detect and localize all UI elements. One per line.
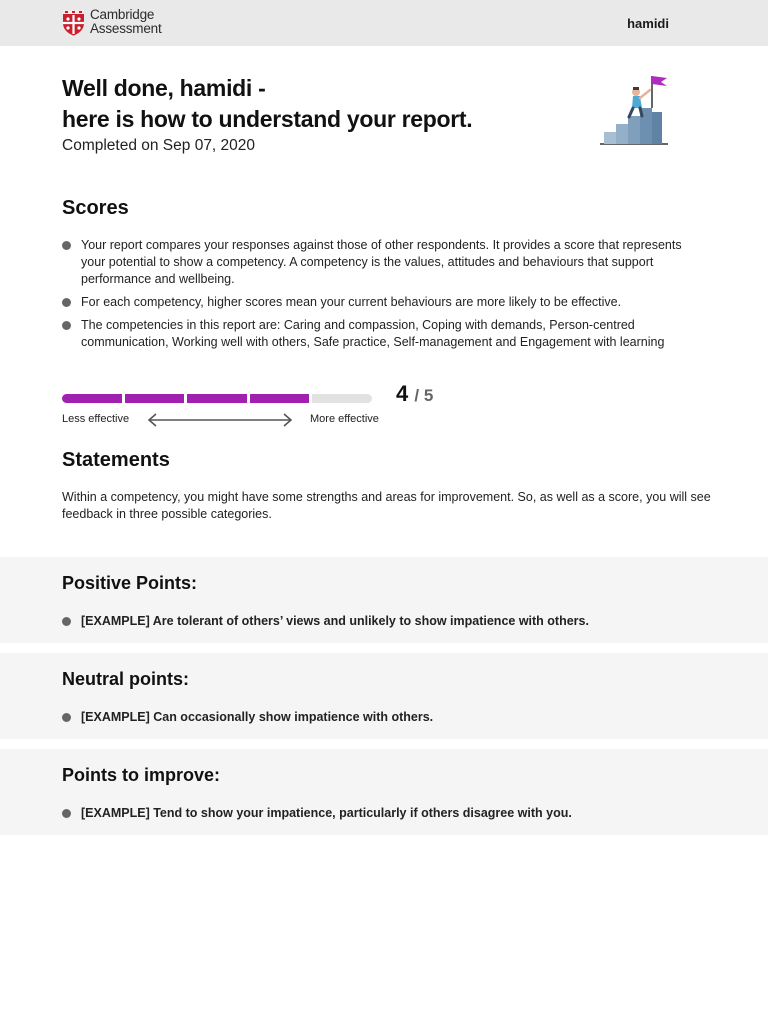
top-bar (0, 0, 768, 46)
positive-points-panel (0, 557, 768, 643)
scores-heading: Scores (62, 197, 129, 219)
page-title-line-2: here is how to understand your report. (62, 106, 473, 132)
points-to-improve-heading: Points to improve: (62, 765, 221, 785)
list-item-text: For each competency, higher scores mean your current behaviours are more likely to be effective. (81, 295, 622, 309)
hero-section (62, 73, 472, 155)
bullet-icon (62, 298, 71, 307)
more-effective-label: More effective (310, 413, 379, 425)
points-to-improve-panel (0, 749, 768, 835)
logo-text (90, 8, 162, 36)
completed-date: Completed on Sep 07, 2020 (62, 137, 256, 154)
list-item-text: [EXAMPLE] Are tolerant of others’ views and unlikely to show impatience with others. (81, 614, 589, 628)
list-item (62, 805, 742, 822)
achievement-illustration-icon (598, 70, 670, 148)
statements-description: Within a competency, you might have some strengths and areas for improvement. So, as well as a score, you will see feedback in three possible categories. (62, 490, 711, 521)
list-item-text: [EXAMPLE] Tend to show your impatience, particularly if others disagree with you. (81, 806, 572, 820)
less-effective-label: Less effective (62, 413, 130, 425)
list-item-text: [EXAMPLE] Can occasionally show impatience with others. (81, 710, 434, 724)
list-item (62, 237, 702, 288)
points-to-improve-list (62, 805, 742, 828)
logo-line-2: Assessment (90, 21, 162, 36)
score-max: / 5 (414, 386, 434, 405)
double-arrow-icon (146, 412, 294, 428)
list-item (62, 317, 702, 351)
score-value (396, 381, 433, 407)
score-number: 4 (396, 381, 409, 406)
page-title-line-1: Well done, hamidi - (62, 75, 266, 101)
list-item (62, 613, 742, 630)
cambridge-shield-icon (62, 9, 85, 36)
page-title (62, 73, 472, 135)
score-meter-segment (62, 394, 122, 403)
list-item-text: The competencies in this report are: Caring and compassion, Coping with demands, Person-centred communication, Working well with others, Safe practice, Self-management and Engagement with learning (81, 318, 665, 349)
score-meter-segment (125, 394, 185, 403)
scores-bullet-list (62, 237, 702, 357)
logo-line-1: Cambridge (90, 7, 155, 22)
neutral-points-list (62, 709, 742, 732)
score-meter-segment (312, 394, 372, 403)
score-meter-segment (250, 394, 310, 403)
neutral-points-heading: Neutral points: (62, 669, 190, 689)
list-item-text: Your report compares your responses against those of other respondents. It provides a score that represents your potential to show a competency. A competency is the values, attitudes and behaviours that support performance and wellbeing. (81, 238, 682, 286)
statements-heading: Statements (62, 449, 170, 471)
neutral-points-panel (0, 653, 768, 739)
user-name[interactable]: hamidi (627, 16, 669, 31)
score-meter (62, 394, 372, 403)
bullet-icon (62, 809, 71, 818)
score-meter-segment (187, 394, 247, 403)
bullet-icon (62, 241, 71, 250)
list-item (62, 294, 702, 311)
positive-points-heading: Positive Points: (62, 573, 198, 593)
positive-points-list (62, 613, 742, 636)
list-item (62, 709, 742, 726)
bullet-icon (62, 617, 71, 626)
bullet-icon (62, 713, 71, 722)
bullet-icon (62, 321, 71, 330)
